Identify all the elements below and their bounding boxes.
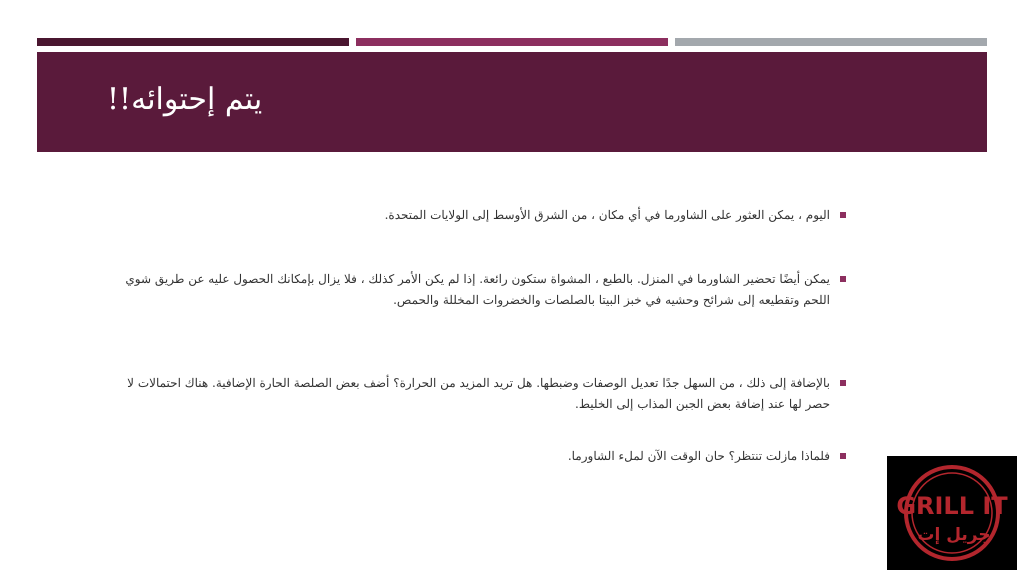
bullet-text: يمكن أيضًا تحضير الشاورما في المنزل. بالطبع ، المشواة ستكون رائعة. إذا لم يكن الأمر كذلك ، فلا يزال بإمكانك الحصول عليه عن طريق شوي اللحم وتقطيعه إلى شرائح وحشيه في خبز البيتا بالصلصات والخضروات المخللة والحمص. xyxy=(125,272,830,307)
logo-graphic xyxy=(887,456,1017,570)
bullet-square-icon xyxy=(840,212,846,218)
slide-title: يتم إحتوائه!! xyxy=(107,82,263,117)
logo-text-en: GRILL IT xyxy=(896,492,1008,520)
bullet-item xyxy=(110,205,830,226)
title-banner xyxy=(37,52,987,152)
grill-it-logo xyxy=(887,456,1017,570)
accent-bar-light xyxy=(675,38,987,46)
bullet-text: اليوم ، يمكن العثور على الشاورما في أي مكان ، من الشرق الأوسط إلى الولايات المتحدة. xyxy=(384,208,830,222)
bullet-text: بالإضافة إلى ذلك ، من السهل جدًا تعديل الوصفات وضبطها. هل تريد المزيد من الحرارة؟ أضف بعض الصلصة الحارة الإضافية. هناك احتمالات لا حصر لها عند إضافة بعض الجبن المذاب إلى الخليط. xyxy=(127,376,830,411)
bullet-item xyxy=(110,446,830,467)
logo-text-ar: جريل إت xyxy=(917,525,991,545)
bullet-square-icon xyxy=(840,453,846,459)
accent-bar-mid xyxy=(356,38,668,46)
bullet-square-icon xyxy=(840,276,846,282)
accent-bar-dark xyxy=(37,38,349,46)
bullet-text: فلماذا مازلت تنتظر؟ حان الوقت الآن لملء الشاورما. xyxy=(567,449,830,463)
bullet-square-icon xyxy=(840,380,846,386)
bullet-item xyxy=(110,269,830,311)
bullet-item xyxy=(110,373,830,415)
